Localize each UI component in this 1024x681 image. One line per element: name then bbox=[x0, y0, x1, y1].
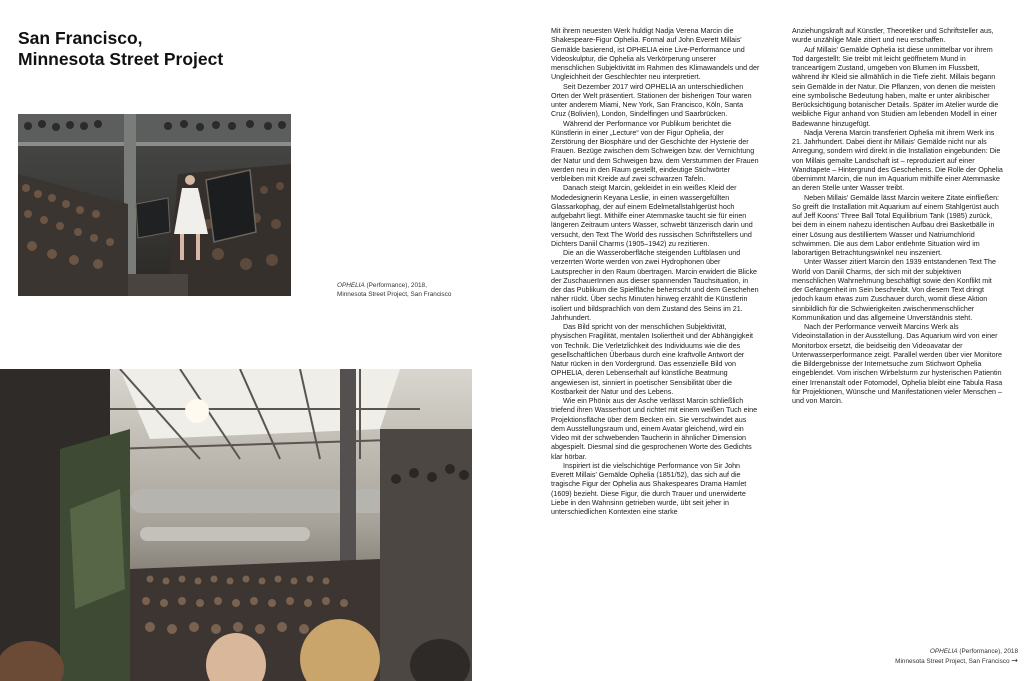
paragraph: Neben Millais' Gemälde lässt Marcin weitere Zitate einfließen: So greift die Installation mit Aquarium auf einem Stahlgerüst auch auf Jeff Koons' Three Ball Total Equilibrium Tank (1985) zurück, bei dem in einem nahezu identischen Aufbau drei Basketbälle in einer Lösung aus destilliertem Wasser und Natriumchlorid schwimmen. Die aus dem Labor entlehnte Situation wird im laborartigen Betrachtungswinkel neu inszeniert. bbox=[792, 193, 1000, 257]
caption-left-work: OPHELIA bbox=[337, 282, 365, 289]
caption-right-work: OPHELIA bbox=[929, 648, 958, 655]
paragraph: Während der Performance vor Publikum berichtet die Künstlerin in einer „Lecture“ von der Figur Ophelia, der Zerstörung der Biosphäre und der Geschichte der Hysterie der Frauen. Bezüge zwischen dem Schweigen bzw. der Vernichtung der Natur und dem Schweigen bzw. dem Verstummen der Frauen werden neu in den Raum gestellt, eindeutige Stichwörter verbleiben mit Kreide auf zwei schwarzen Tafeln. bbox=[551, 119, 759, 183]
arrow-right-icon[interactable]: → bbox=[1011, 656, 1018, 665]
paragraph: Mit ihrem neuesten Werk huldigt Nadja Verena Marcin die Shakespeare-Figur Ophelia. Formal auf John Everett Millais' Gemälde basierend, ist OPHELIA eine Live-Performance und Videoskulptur, die Ophelia als Verkörperung unserer menschlichen Subjektivität im Rahmen des Klimawandels und der Ungleichheit der Geschlechter neu interpretiert. bbox=[551, 27, 760, 82]
caption-right-rest: (Performance), 2018 bbox=[957, 648, 1018, 655]
paragraph: Danach steigt Marcin, gekleidet in ein weißes Kleid der Modedesignerin Keyana Leslie, in einen wassergefüllten Glassarkophag, der auf einem Edelmetallstahlgerüst hoch aufgebahrt liegt. Mithilfe einer Atemmaske taucht sie für einen längeren Zeitraum unters Wasser, schwebt tänzerisch darin und versucht, den Text The World des russischen Schriftstellers und Dichters Daniil Charms (1905–1942) zu rezitieren. bbox=[551, 184, 753, 248]
title-line-1: San Francisco, bbox=[18, 28, 143, 48]
paragraph: Wie ein Phönix aus der Asche verlässt Marcin schließlich triefend ihren Wasserhort und richtet mit einem weißen Tuch eine Projektionsfläche über dem Becken ein. Sie verschwindet aus dem Ausstellungsraum und, einem Avatar gleichend, wird ein Video mit der schwebenden Taucherin in ähnlicher Dimension abgespielt. Diesmal sind die gesprochenen Worte des Gedichts klar hörbar. bbox=[551, 397, 758, 461]
text-column-2 bbox=[792, 27, 1003, 406]
caption-left-line2: Minnesota Street Project, San Francisco bbox=[337, 291, 452, 298]
caption-left bbox=[337, 281, 477, 299]
caption-right bbox=[848, 647, 1018, 666]
title-line-2: Minnesota Street Project bbox=[18, 49, 224, 69]
paragraph: Nadja Verena Marcin transferiert Ophelia mit ihrem Werk ins 21. Jahrhundert. Dabei dient ihr Millais' Gemälde nicht nur als Anregung, sondern wird direkt in die Installation eingebunden: Die von Millais gemalte Landschaft ist – reproduziert auf einer Wandtapete – Hintergrund des Geschehens. Die Rolle der Ophelia übernimmt Marcin, die nun im Aquarium mithilfe einer Atemmaske an deren Stelle unter Wasser treibt. bbox=[792, 128, 1003, 193]
paragraph: Inspiriert ist die vielschichtige Performance von Sir John Everett Millais' Gemälde Ophelia (1851/52), das sich auf die tragische Figur der Ophelia aus Shakespeares Drama Hamlet (1609) bezieht. Diese Figur, die durch Trauer und unerwiderte Liebe in den Wahnsinn getrieben wurde, übt seit jeher in unterschiedlichen Kontexten eine starke bbox=[551, 461, 747, 516]
paragraph: Anziehungskraft auf Künstler, Theoretiker und Schriftsteller aus, wurde unzählige Male zitiert und neu erschaffen. bbox=[792, 27, 994, 45]
performance-photo-lecture bbox=[18, 114, 291, 296]
paragraph: Das Bild spricht von der menschlichen Subjektivität, physischen Fragilität, mentalen Isoliertheit und der Abhängigkeit von Technik. Die Verletzlichkeit des Individuums wie die des gesellschaftlichen Überbaus durch eine kraftvolle Antwort der Natur rücken in den Vordergrund. Das essenzielle Bild von OPHELIA, deren Lebenserhalt auf künstliche Beatmung angewiesen ist, sinniert in poetischer Sensibilität über die Kostbarkeit der Natur und des Lebens. bbox=[551, 323, 754, 396]
paragraph: Die an die Wasseroberfläche steigenden Luftblasen und verzerrten Worte werden von zwei Hydrophonen über Lautsprecher in den Raum übertragen. Marcin erwidert die Blicke der ZuschauerInnen aus dieser spannenden Tauchsituation, in der das Publikum die Spielfläche beherrscht und dem Geschehen näher rückt. Über sechs Minuten hinweg erzählt die Künstlerin isoliert und bildsprachlich von dem Zustand des Seins im 21. Jahrhundert. bbox=[551, 249, 759, 322]
paragraph: Nach der Performance verweilt Marcins Werk als Videoinstallation in der Ausstellung. Das Aquarium wird von einer Monitorbox ersetzt, die beidseitig den Videoavatar der Unterwasserperformance zeigt. Parallel werden über vier Monitore die Bildergebnisse der Internetsuche zum Stichwort Ophelia eingeblendet. Vom irischen Wirbelsturm zur hysterischen Patientin einer Irrenanstalt oder Fotomodel, Ophelia bleibt eine Tabula Rasa für Projektionen, Wünsche und Manifestationen vieler Menschen – und von Marcin. bbox=[792, 323, 1003, 405]
text-column-1 bbox=[551, 27, 760, 517]
caption-left-rest: (Performance), 2018, bbox=[364, 282, 427, 289]
paragraph: Auf Millais' Gemälde Ophelia ist diese unmittelbar vor ihrem Tod dargestellt: Sie treibt mit leicht geöffnetem Mund in trancеartigem Zustand, umgeben von Blumen im Flussbett, während ihr Kleid sie allmählich in die Tiefe zieht. Millais begann sein Gemälde in der Natur. Die Pflanzen, von denen die meisten eine symbolische Bedeutung haben, malte er unter akribischer Berücksichtigung botanischer Details. Später im Atelier wurde die weibliche Figur anhand von Studien am lebenden Modell in einer Badewanne hinzugefügt. bbox=[792, 45, 999, 128]
performance-photo-hall bbox=[0, 369, 472, 681]
caption-right-line2: Minnesota Street Project, San Francisco bbox=[895, 658, 1010, 665]
page-title bbox=[18, 28, 278, 70]
paragraph: Seit Dezember 2017 wird OPHELIA an unterschiedlichen Orten der Welt präsentiert. Stationen der bisherigen Tour waren unter anderem Miami, New York, San Francisco, Köln, Santa Cruz (Bolivien), London, Sindelfingen und Saarbrücken. bbox=[551, 82, 752, 119]
paragraph: Unter Wasser zitiert Marcin den 1939 entstandenen Text The World von Daniil Charms, der sich mit der subjektiven menschlichen Wahrnehmung beschäftigt sowie den Konflikt mit der Gefangenheit im Sein beschreibt. Von diesem Text dringt jedoch kaum etwas zum Zuschauer durch, womit diese Aktion sinnbildlich für die Schwierigkeiten zwischenmenschlicher Kommunikation und das allgemeine Unverständnis steht. bbox=[792, 258, 996, 322]
